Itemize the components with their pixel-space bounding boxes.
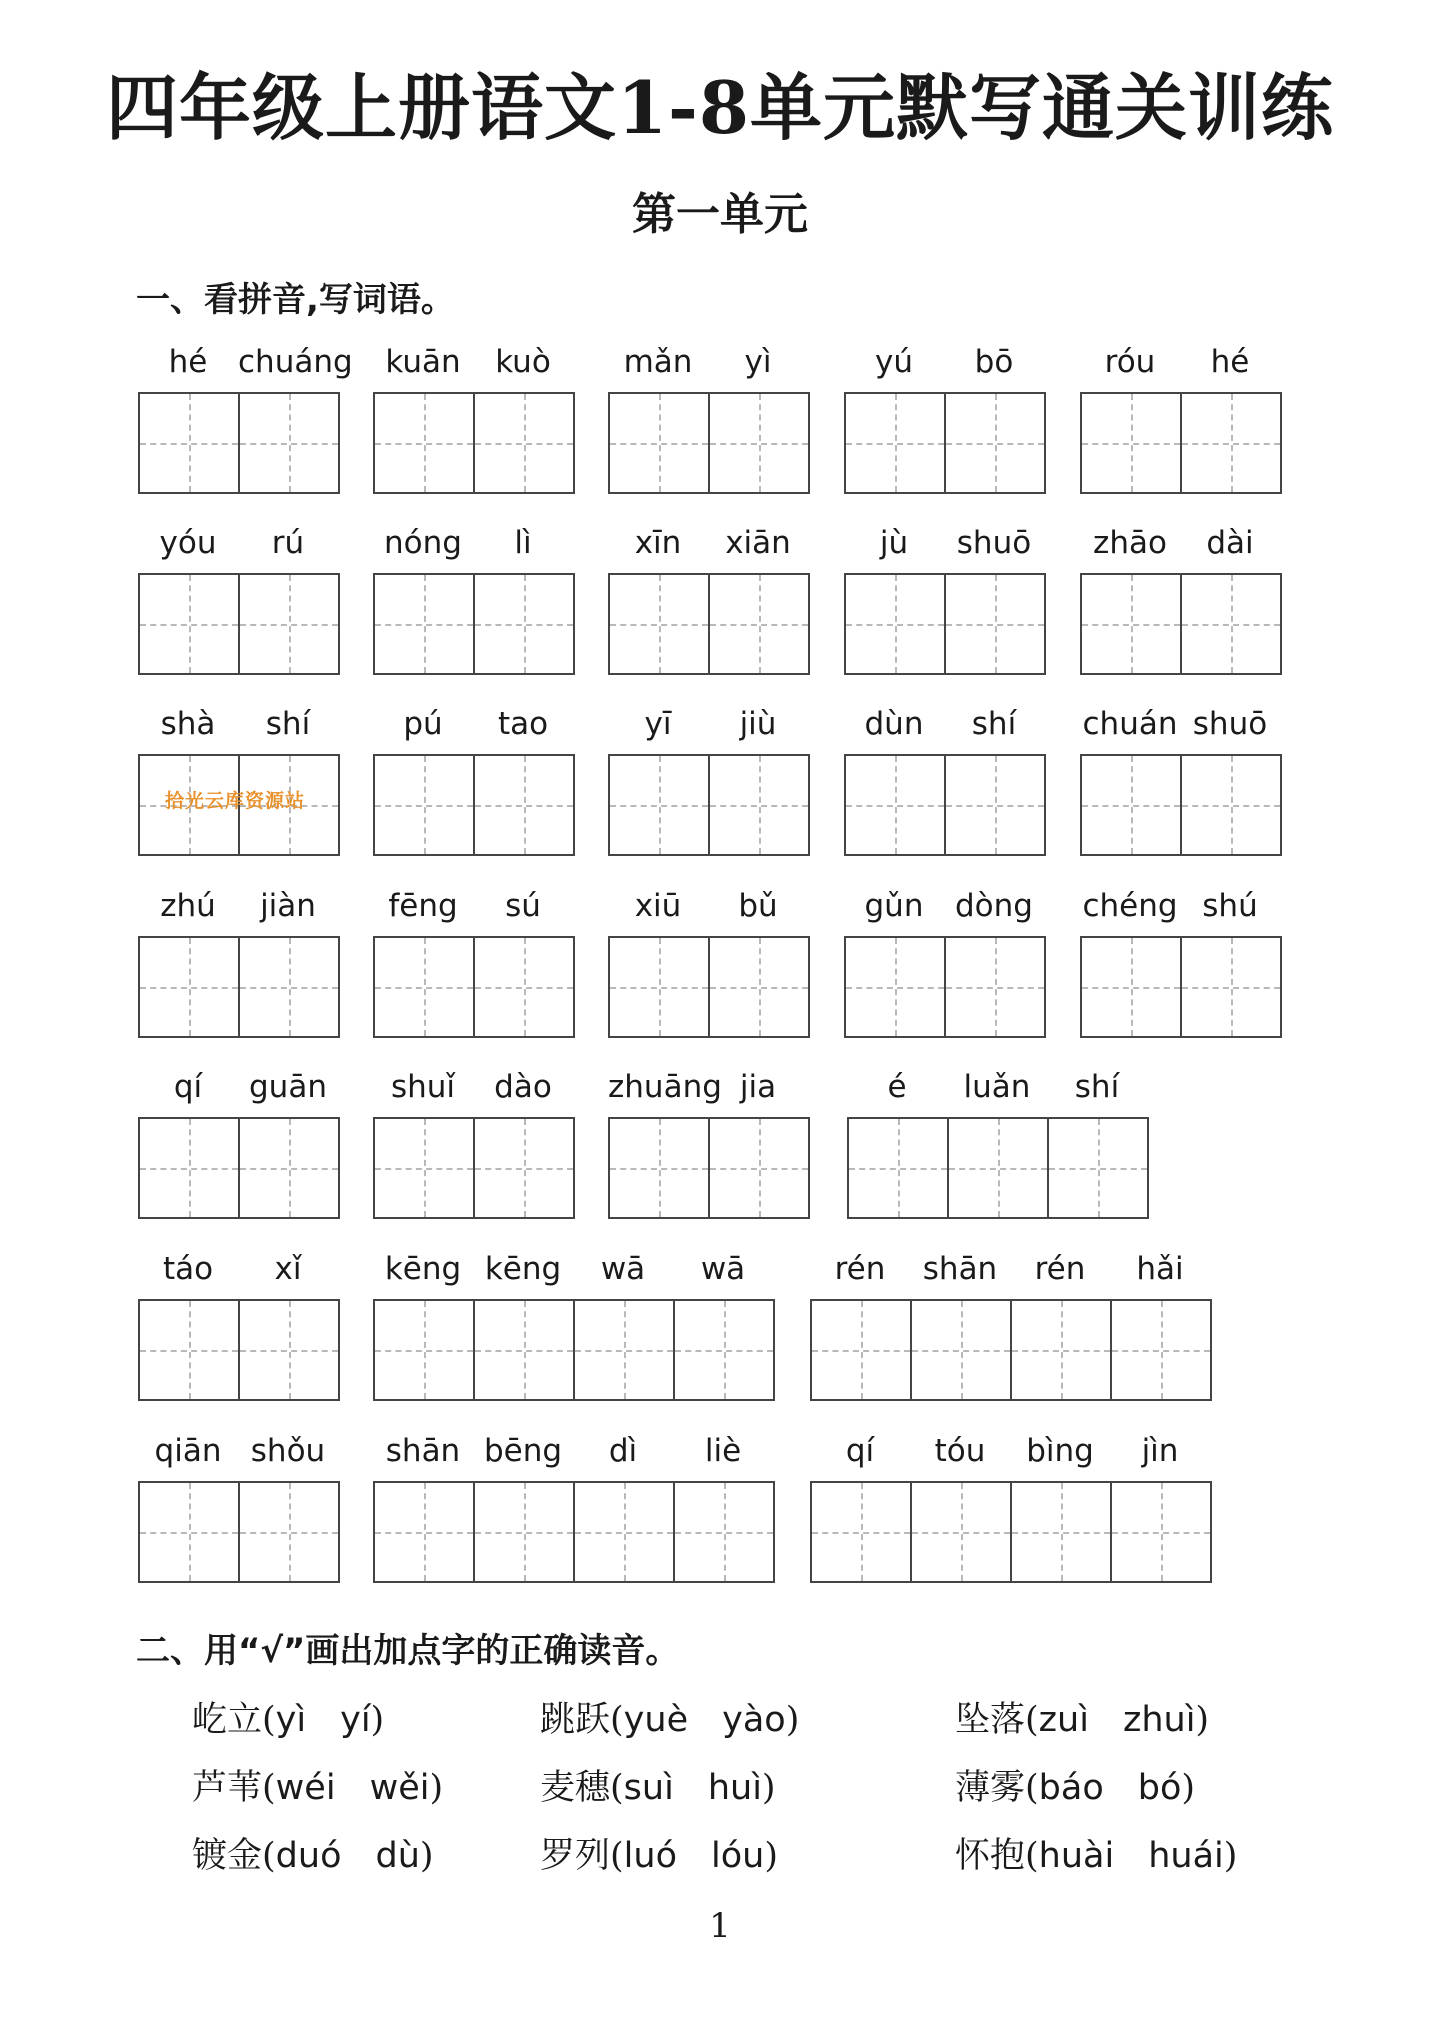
writing-cell[interactable] (846, 938, 946, 1036)
writing-cell[interactable] (849, 1119, 949, 1217)
pinyin-syllable: mǎn (623, 344, 693, 380)
pinyin-syllable: xǐ (274, 1251, 302, 1287)
writing-cell[interactable] (375, 756, 475, 854)
writing-cell[interactable] (140, 394, 240, 492)
reading-option-a[interactable]: yì (275, 1700, 307, 1740)
pinyin-syllable: dòng (955, 888, 1033, 924)
word-group (608, 706, 810, 754)
writing-box-group (373, 936, 575, 1038)
pinyin-syllable: dì (608, 1433, 638, 1469)
pinyin-syllable: zhú (160, 888, 216, 924)
word-group (373, 1251, 775, 1299)
writing-box-group (1080, 392, 1282, 494)
word-group (608, 344, 810, 392)
pinyin-syllable: hé (168, 344, 208, 380)
writing-box-group (138, 1117, 340, 1219)
pinyin-row (138, 1069, 340, 1117)
reading-option-b[interactable]: lóu (711, 1836, 765, 1876)
reading-option-a[interactable]: yuè (623, 1700, 689, 1740)
reading-item (540, 1692, 799, 1742)
writing-cell[interactable] (1082, 938, 1182, 1036)
pinyin-syllable: chuáng (238, 344, 353, 380)
writing-box-group (810, 1481, 1212, 1583)
writing-cell[interactable] (475, 394, 575, 492)
pinyin-syllable: dùn (864, 706, 924, 742)
writing-box-group (1080, 936, 1282, 1038)
pinyin-syllable: shuō (1192, 706, 1268, 742)
paren-close: ) (764, 1836, 778, 1876)
word-group (373, 706, 575, 754)
writing-cell[interactable] (946, 575, 1046, 673)
reading-option-a[interactable]: luó (623, 1836, 677, 1876)
writing-cell[interactable] (912, 1301, 1012, 1399)
pinyin-syllable: shí (1074, 1069, 1120, 1105)
pinyin-syllable: jìn (1141, 1433, 1179, 1469)
writing-cell[interactable] (946, 756, 1046, 854)
pinyin-syllable: liè (704, 1433, 742, 1469)
pinyin-syllable: guān (249, 1069, 327, 1105)
pinyin-syllable: wā (700, 1251, 746, 1287)
pinyin-syllable: táo (162, 1251, 214, 1287)
pinyin-syllable: qí (173, 1069, 203, 1105)
pinyin-syllable: yú (875, 344, 913, 380)
word-group (844, 525, 1046, 573)
pinyin-row (373, 1433, 775, 1481)
pinyin-row (138, 706, 340, 754)
writing-box-group (373, 392, 575, 494)
word-group (1080, 706, 1282, 754)
writing-cell[interactable] (610, 938, 710, 1036)
word-group (1080, 525, 1282, 573)
writing-cell[interactable] (140, 1301, 240, 1399)
writing-cell[interactable] (1082, 756, 1182, 854)
writing-box-group (1080, 573, 1282, 675)
pinyin-syllable: shà (160, 706, 216, 742)
pinyin-syllable: xiū (634, 888, 682, 924)
pinyin-row (847, 1069, 1149, 1117)
pinyin-row (1080, 706, 1282, 754)
pinyin-syllable: zhāo (1093, 525, 1167, 561)
reading-word: 芦苇 (192, 1768, 263, 1808)
paren-open: ( (610, 1768, 624, 1808)
writing-cell[interactable] (375, 575, 475, 673)
writing-box-group (373, 573, 575, 675)
word-group (810, 1251, 1212, 1299)
pinyin-syllable: sú (505, 888, 541, 924)
word-group (844, 344, 1046, 392)
writing-cell[interactable] (140, 575, 240, 673)
pinyin-syllable: yóu (159, 525, 217, 561)
reading-word: 屹立 (192, 1700, 263, 1740)
writing-cell[interactable] (240, 938, 340, 1036)
pinyin-row (138, 1433, 340, 1481)
reading-option-b[interactable]: huì (707, 1768, 762, 1808)
word-group (810, 1433, 1212, 1481)
pinyin-row (608, 344, 810, 392)
pinyin-row (373, 525, 575, 573)
writing-cell[interactable] (1012, 1301, 1112, 1399)
reading-option-a[interactable]: duó (275, 1836, 342, 1876)
pinyin-syllable: shān (922, 1251, 998, 1287)
writing-cell[interactable] (475, 938, 575, 1036)
pinyin-syllable: wā (600, 1251, 646, 1287)
pinyin-row (138, 344, 353, 392)
word-group (373, 888, 575, 936)
pinyin-syllable: jù (879, 525, 909, 561)
pinyin-row (844, 525, 1046, 573)
watermark: 拾光云库资源站 (165, 790, 306, 812)
pinyin-row (844, 888, 1046, 936)
word-group (847, 1069, 1149, 1117)
writing-box-group (608, 1117, 810, 1219)
pinyin-syllable: chuán (1082, 706, 1178, 742)
writing-box-group (373, 1481, 775, 1583)
pinyin-row (810, 1433, 1212, 1481)
pinyin-row (844, 706, 1046, 754)
pinyin-syllable: rén (834, 1251, 886, 1287)
writing-cell[interactable] (675, 1483, 775, 1581)
pinyin-syllable: bō (974, 344, 1014, 380)
reading-item (955, 1692, 1209, 1742)
reading-word: 跳跃 (540, 1700, 611, 1740)
paren-close: ) (1195, 1700, 1210, 1740)
reading-item (192, 1760, 443, 1810)
pinyin-syllable: qí (845, 1433, 875, 1469)
writing-box-group (138, 936, 340, 1038)
word-group (373, 525, 575, 573)
writing-box-group (844, 392, 1046, 494)
pinyin-row (608, 525, 810, 573)
word-group (138, 706, 340, 754)
pinyin-syllable: gǔn (864, 888, 924, 924)
writing-cell[interactable] (812, 1483, 912, 1581)
writing-box-group (373, 1299, 775, 1401)
word-group (608, 525, 810, 573)
reading-option-b[interactable]: bó (1137, 1768, 1182, 1808)
pinyin-syllable: shān (385, 1433, 461, 1469)
pinyin-syllable: fēng (388, 888, 458, 924)
writing-box-group (373, 754, 575, 856)
writing-cell[interactable] (610, 394, 710, 492)
pinyin-syllable: shuō (956, 525, 1032, 561)
writing-cell[interactable] (240, 575, 340, 673)
paren-close: ) (419, 1836, 434, 1876)
pinyin-row (844, 344, 1046, 392)
pinyin-syllable: yī (644, 706, 672, 742)
reading-word: 坠落 (955, 1700, 1026, 1740)
writing-cell[interactable] (710, 575, 810, 673)
writing-box-group (138, 392, 340, 494)
writing-cell[interactable] (1049, 1119, 1149, 1217)
pinyin-row (608, 888, 810, 936)
writing-cell[interactable] (140, 1119, 240, 1217)
word-group (608, 888, 810, 936)
paren-close: ) (785, 1700, 800, 1740)
pinyin-syllable: shǒu (250, 1433, 326, 1469)
pinyin-syllable: kuò (495, 344, 551, 380)
pinyin-syllable: zhuāng (608, 1069, 722, 1105)
pinyin-row (373, 1251, 775, 1299)
word-group (138, 525, 340, 573)
pinyin-syllable: kuān (385, 344, 461, 380)
pinyin-syllable: kēng (484, 1251, 562, 1287)
pinyin-syllable: jiù (739, 706, 777, 742)
writing-cell[interactable] (240, 394, 340, 492)
reading-item (192, 1692, 384, 1742)
writing-box-group (844, 754, 1046, 856)
writing-box-group (608, 936, 810, 1038)
writing-cell[interactable] (1182, 938, 1282, 1036)
reading-option-a[interactable]: wéi (275, 1768, 336, 1808)
paren-open: ( (1025, 1768, 1039, 1808)
reading-option-b[interactable]: zhuì (1122, 1700, 1196, 1740)
pinyin-syllable: yì (744, 344, 772, 380)
pinyin-row (1080, 888, 1282, 936)
writing-cell[interactable] (475, 756, 575, 854)
word-group (844, 888, 1046, 936)
word-group (138, 1433, 340, 1481)
writing-cell[interactable] (610, 1119, 710, 1217)
pinyin-syllable: rén (1034, 1251, 1086, 1287)
reading-word: 罗列 (540, 1836, 611, 1876)
paren-open: ( (262, 1836, 276, 1876)
writing-cell[interactable] (375, 938, 475, 1036)
writing-cell[interactable] (949, 1119, 1049, 1217)
reading-word: 镀金 (192, 1836, 263, 1876)
writing-cell[interactable] (475, 1301, 575, 1399)
word-group (373, 1433, 775, 1481)
writing-cell[interactable] (710, 1119, 810, 1217)
pinyin-syllable: shú (1202, 888, 1258, 924)
writing-cell[interactable] (912, 1483, 1012, 1581)
pinyin-syllable: bǔ (738, 888, 778, 924)
writing-box-group (608, 392, 810, 494)
paren-close: ) (1223, 1836, 1238, 1876)
word-group (138, 1251, 340, 1299)
writing-cell[interactable] (1182, 575, 1282, 673)
writing-cell[interactable] (140, 1483, 240, 1581)
pinyin-syllable: xīn (634, 525, 682, 561)
paren-close: ) (1181, 1768, 1196, 1808)
writing-cell[interactable] (1112, 1483, 1212, 1581)
paren-open: ( (610, 1836, 624, 1876)
paren-open: ( (262, 1768, 276, 1808)
pinyin-row (373, 344, 575, 392)
writing-cell[interactable] (575, 1301, 675, 1399)
section-2-heading: 二、用“√”画出加点字的正确读音。 (136, 1631, 680, 1671)
pinyin-syllable: xiān (725, 525, 791, 561)
pinyin-syllable: róu (1104, 344, 1156, 380)
writing-cell[interactable] (375, 1301, 475, 1399)
writing-cell[interactable] (610, 575, 710, 673)
reading-option-b[interactable]: dù (375, 1836, 420, 1876)
word-group (373, 1069, 575, 1117)
reading-item (955, 1760, 1195, 1810)
pinyin-row (138, 888, 340, 936)
writing-cell[interactable] (475, 1119, 575, 1217)
paren-open: ( (1025, 1836, 1039, 1876)
pinyin-row (608, 1069, 810, 1117)
word-group (138, 888, 340, 936)
writing-box-group (138, 1299, 340, 1401)
paren-open: ( (1025, 1700, 1039, 1740)
writing-cell[interactable] (946, 938, 1046, 1036)
reading-item (540, 1828, 778, 1878)
writing-cell[interactable] (475, 575, 575, 673)
pinyin-row (373, 706, 575, 754)
pinyin-syllable: jia (739, 1069, 777, 1105)
paren-close: ) (761, 1768, 776, 1808)
writing-cell[interactable] (475, 1483, 575, 1581)
reading-option-b[interactable]: yí (340, 1700, 371, 1740)
writing-box-group (810, 1299, 1212, 1401)
writing-cell[interactable] (710, 394, 810, 492)
writing-cell[interactable] (710, 938, 810, 1036)
reading-option-b[interactable]: wěi (369, 1768, 430, 1808)
reading-item (540, 1760, 776, 1810)
pinyin-row (1080, 525, 1282, 573)
writing-cell[interactable] (575, 1483, 675, 1581)
writing-cell[interactable] (1182, 394, 1282, 492)
word-group (608, 1069, 810, 1117)
word-group (138, 344, 353, 392)
writing-cell[interactable] (846, 756, 946, 854)
writing-cell[interactable] (140, 938, 240, 1036)
writing-cell[interactable] (1082, 575, 1182, 673)
reading-option-b[interactable]: huái (1148, 1836, 1224, 1876)
pinyin-syllable: é (887, 1069, 907, 1105)
pinyin-syllable: tao (497, 706, 549, 742)
pinyin-syllable: dài (1206, 525, 1254, 561)
writing-cell[interactable] (846, 394, 946, 492)
paren-close: ) (429, 1768, 444, 1808)
writing-cell[interactable] (610, 756, 710, 854)
writing-box-group (138, 1481, 340, 1583)
reading-option-a[interactable]: huài (1038, 1836, 1115, 1876)
pinyin-syllable: lì (514, 525, 532, 561)
writing-cell[interactable] (812, 1301, 912, 1399)
pinyin-row (138, 525, 340, 573)
pinyin-syllable: shuǐ (390, 1069, 456, 1105)
reading-option-a[interactable]: báo (1038, 1768, 1104, 1808)
pinyin-syllable: shí (971, 706, 1017, 742)
writing-cell[interactable] (846, 575, 946, 673)
pinyin-row (138, 1251, 340, 1299)
reading-word: 麦穗 (540, 1768, 611, 1808)
writing-cell[interactable] (375, 1119, 475, 1217)
writing-cell[interactable] (240, 1483, 340, 1581)
page-number: 1 (709, 1906, 731, 1946)
writing-cell[interactable] (675, 1301, 775, 1399)
pinyin-syllable: rú (271, 525, 305, 561)
reading-item (192, 1828, 434, 1878)
writing-box-group (138, 573, 340, 675)
writing-box-group (608, 573, 810, 675)
reading-word: 怀抱 (955, 1836, 1026, 1876)
writing-cell[interactable] (946, 394, 1046, 492)
reading-option-a[interactable]: zuì (1038, 1700, 1089, 1740)
pinyin-syllable: dào (494, 1069, 552, 1105)
writing-cell[interactable] (240, 1301, 340, 1399)
pinyin-syllable: luǎn (963, 1069, 1031, 1105)
reading-option-a[interactable]: suì (623, 1768, 674, 1808)
word-group (138, 1069, 340, 1117)
pinyin-row (373, 1069, 575, 1117)
writing-cell[interactable] (1112, 1301, 1212, 1399)
reading-item (955, 1828, 1237, 1878)
unit-title: 第一单元 (632, 189, 808, 240)
pinyin-syllable: jiàn (260, 888, 316, 924)
pinyin-syllable: shí (265, 706, 311, 742)
pinyin-row (810, 1251, 1212, 1299)
paren-open: ( (262, 1700, 276, 1740)
pinyin-row (1080, 344, 1282, 392)
pinyin-syllable: pú (403, 706, 443, 742)
writing-cell[interactable] (710, 756, 810, 854)
writing-box-group (373, 1117, 575, 1219)
writing-cell[interactable] (240, 1119, 340, 1217)
writing-box-group (844, 573, 1046, 675)
pinyin-syllable: hé (1210, 344, 1250, 380)
pinyin-syllable: chéng (1082, 888, 1178, 924)
writing-box-group (1080, 754, 1282, 856)
word-group (1080, 344, 1282, 392)
pinyin-syllable: qiān (154, 1433, 222, 1469)
word-group (844, 706, 1046, 754)
pinyin-syllable: kēng (384, 1251, 462, 1287)
word-group (373, 344, 575, 392)
pinyin-row (608, 706, 810, 754)
writing-cell[interactable] (1082, 394, 1182, 492)
section-1-heading: 一、看拼音,写词语。 (136, 280, 455, 320)
pinyin-syllable: nóng (384, 525, 462, 561)
pinyin-row (373, 888, 575, 936)
paren-close: ) (370, 1700, 385, 1740)
writing-cell[interactable] (375, 1483, 475, 1581)
word-group (1080, 888, 1282, 936)
reading-option-b[interactable]: yào (722, 1700, 786, 1740)
pinyin-syllable: hǎi (1136, 1251, 1184, 1287)
writing-cell[interactable] (375, 394, 475, 492)
writing-box-group (608, 754, 810, 856)
writing-box-group (847, 1117, 1149, 1219)
page-title: 四年级上册语文1-8单元默写通关训练 (105, 65, 1335, 150)
paren-open: ( (610, 1700, 624, 1740)
reading-word: 薄雾 (955, 1768, 1026, 1808)
writing-box-group (844, 936, 1046, 1038)
pinyin-syllable: tóu (934, 1433, 986, 1469)
pinyin-syllable: bìng (1026, 1433, 1094, 1469)
writing-cell[interactable] (1182, 756, 1282, 854)
writing-cell[interactable] (1012, 1483, 1112, 1581)
pinyin-syllable: bēng (483, 1433, 563, 1469)
